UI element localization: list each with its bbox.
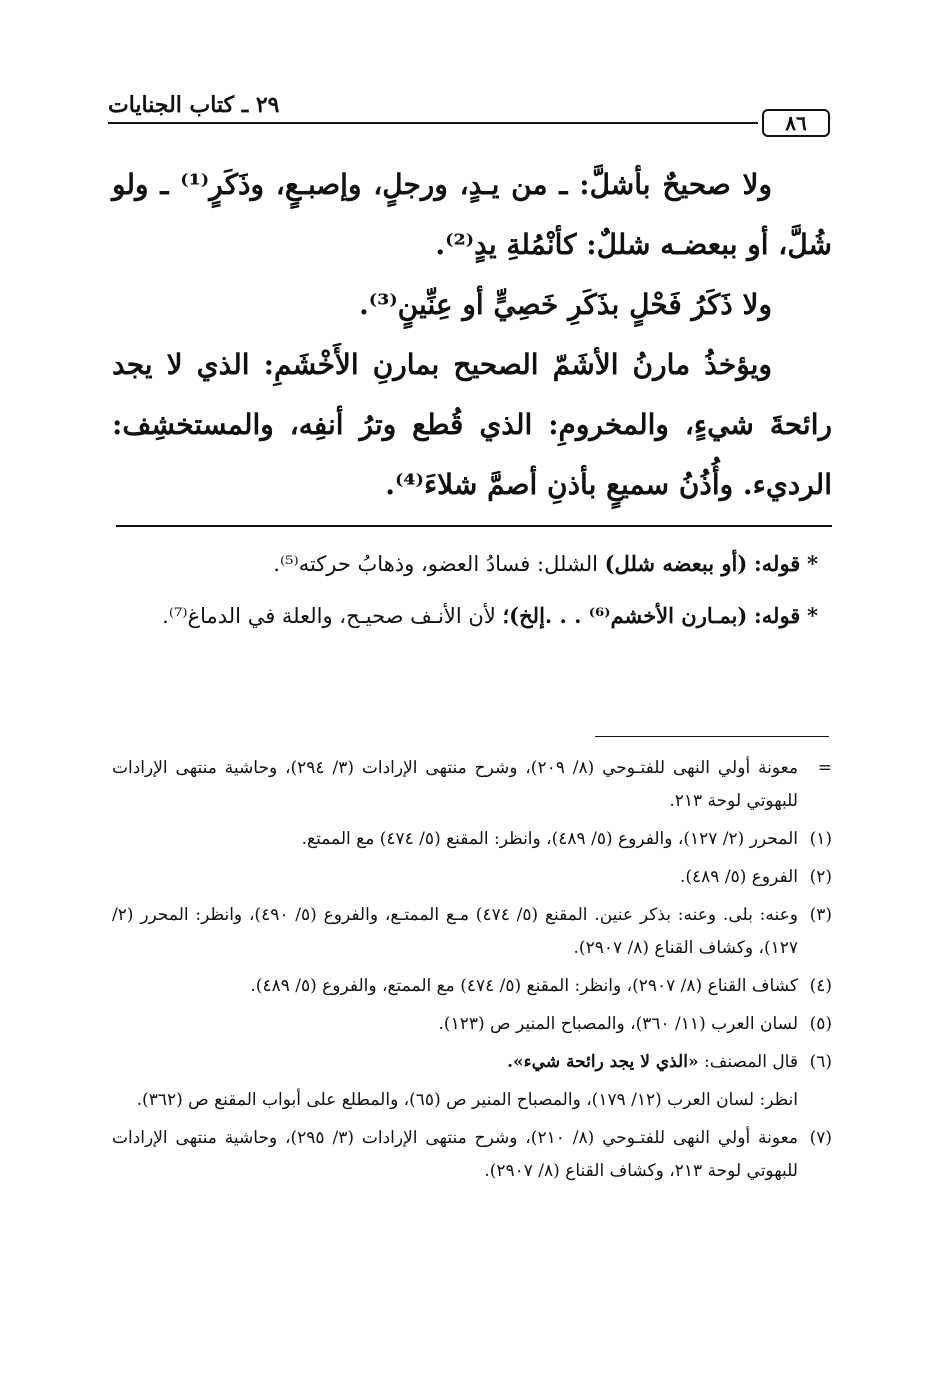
footnote-text [112, 1046, 798, 1079]
footnote-6 [112, 1046, 832, 1079]
footnote-mark: (٤) [809, 976, 832, 996]
footnote-7 [112, 1122, 832, 1188]
commentary [112, 540, 832, 644]
footnote-mark: (١) [809, 829, 832, 849]
main-text-rule [116, 525, 832, 527]
footnote-text: المحرر (٢/ ١٢٧)، والفروع (٥/ ٤٨٩)، وانظر: المقنع (٥/ ٤٧٤) مع الممتع. [301, 829, 798, 849]
footnote-text: معونة أولي النهى للفتـوحي (٨/ ٢٠٩)، وشرح منتهى الإرادات (٣/ ٢٩٤)، وحاشية منتهى الإرادات للبهوتي لوحة ٢١٣. [112, 758, 798, 811]
commentary-quote: (أو ببعضه شلل) [604, 551, 748, 576]
main-paragraph-1: ولا صحيحٌ بأشلَّ: ـ من يـدٍ، ورجلٍ، وإصبـعٍ، وذَكَرٍ⁽¹⁾ ـ ولو شُلَّ، أو ببعضـه شللٌ: كأنْمُلةِ يدٍ⁽²⁾. [112, 168, 832, 261]
header-rule [108, 122, 758, 124]
main-paragraph-3: ويؤخذُ مارنُ الأشَمّ الصحيح بمارنِ الأَخْشَمِ: الذي لا يجد رائحةَ شيءٍ، والمخرومِ: الذي قُطع وترُ أنفِه، والمستخشِف: الرديء. وأُذُنُ سميعٍ بأذنِ أصمَّ شلاءَ⁽⁴⁾. [112, 348, 832, 501]
footnote-mark: (٥) [809, 1014, 832, 1034]
footnote-mark: = [817, 758, 832, 778]
footnote-text: كشاف القناع (٨/ ٢٩٠٧)، وانظر: المقنع (٥/ ٤٧٤) مع الممتع، والفروع (٥/ ٤٨٩). [250, 976, 798, 996]
footnote-mark: (٣) [809, 905, 832, 925]
main-paragraph-2: ولا ذَكَرُ فَحْلٍ بذَكَرِ خَصِيٍّ أو عِنِّينٍ⁽³⁾. [358, 288, 772, 321]
footnote-5 [112, 1008, 832, 1041]
footnote-rule [595, 736, 829, 737]
footnote-continuation [112, 752, 832, 818]
footnote-text: لسان العرب (١١/ ٣٦٠)، والمصباح المنير ص (١٢٣). [438, 1014, 798, 1034]
commentary-quote: (بمـارن الأخشم⁽⁶⁾ . . .إلخ)؛ [502, 603, 748, 628]
page-number: ٨٦ [762, 109, 830, 137]
footnote-label: قال المصنف: [704, 1052, 798, 1072]
commentary-label: قوله: [754, 551, 801, 576]
commentary-item-1 [112, 540, 832, 588]
footnote-3 [112, 899, 832, 965]
footnote-text: معونة أولي النهى للفتـوحي (٨/ ٢١٠)، وشرح منتهى الإرادات (٣/ ٢٩٥)، وحاشية منتهى الإرادات للبهوتي لوحة ٢١٣، وكشاف القناع (٨/ ٢٩٠٧). [112, 1128, 798, 1181]
footnote-mark: (٢) [809, 867, 832, 887]
footnote-1 [112, 823, 832, 856]
asterisk-icon: * [807, 603, 818, 628]
commentary-label: قوله: [754, 603, 801, 628]
footnotes [112, 752, 832, 1193]
commentary-text: الشلل: فسادُ العضو، وذهابُ حركته⁽⁵⁾. [273, 552, 598, 576]
commentary-text: لأن الأنـف صحيـح، والعلة في الدماغ⁽⁷⁾. [162, 604, 496, 628]
main-text [112, 155, 832, 515]
footnote-mark: (٦) [809, 1052, 832, 1072]
footnote-6-continuation: انظر: لسان العرب (١٢/ ١٧٩)، والمصباح المنير ص (٦٥)، والمطلع على أبواب المقنع ص (٣٦٢). [136, 1090, 798, 1110]
footnote-2 [112, 861, 832, 894]
asterisk-icon: * [807, 551, 818, 576]
footnote-mark: (٧) [809, 1128, 832, 1148]
footnote-text: وعنه: بلى. وعنه: بذكر عنين. المقنع (٥/ ٤٧٤) مـع الممتـع، والفروع (٥/ ٤٩٠)، وانظر: المحرر (٢/ ١٢٧)، وكشاف القناع (٨/ ٢٩٠٧). [112, 905, 798, 958]
footnote-text: الفروع (٥/ ٤٨٩). [679, 867, 798, 887]
footnote-4 [112, 970, 832, 1003]
commentary-item-2 [112, 592, 832, 640]
running-header-title: ٢٩ ـ كتاب الجنايات [108, 92, 280, 118]
footnote-quote: «الذي لا يجد رائحة شيء». [507, 1052, 699, 1072]
